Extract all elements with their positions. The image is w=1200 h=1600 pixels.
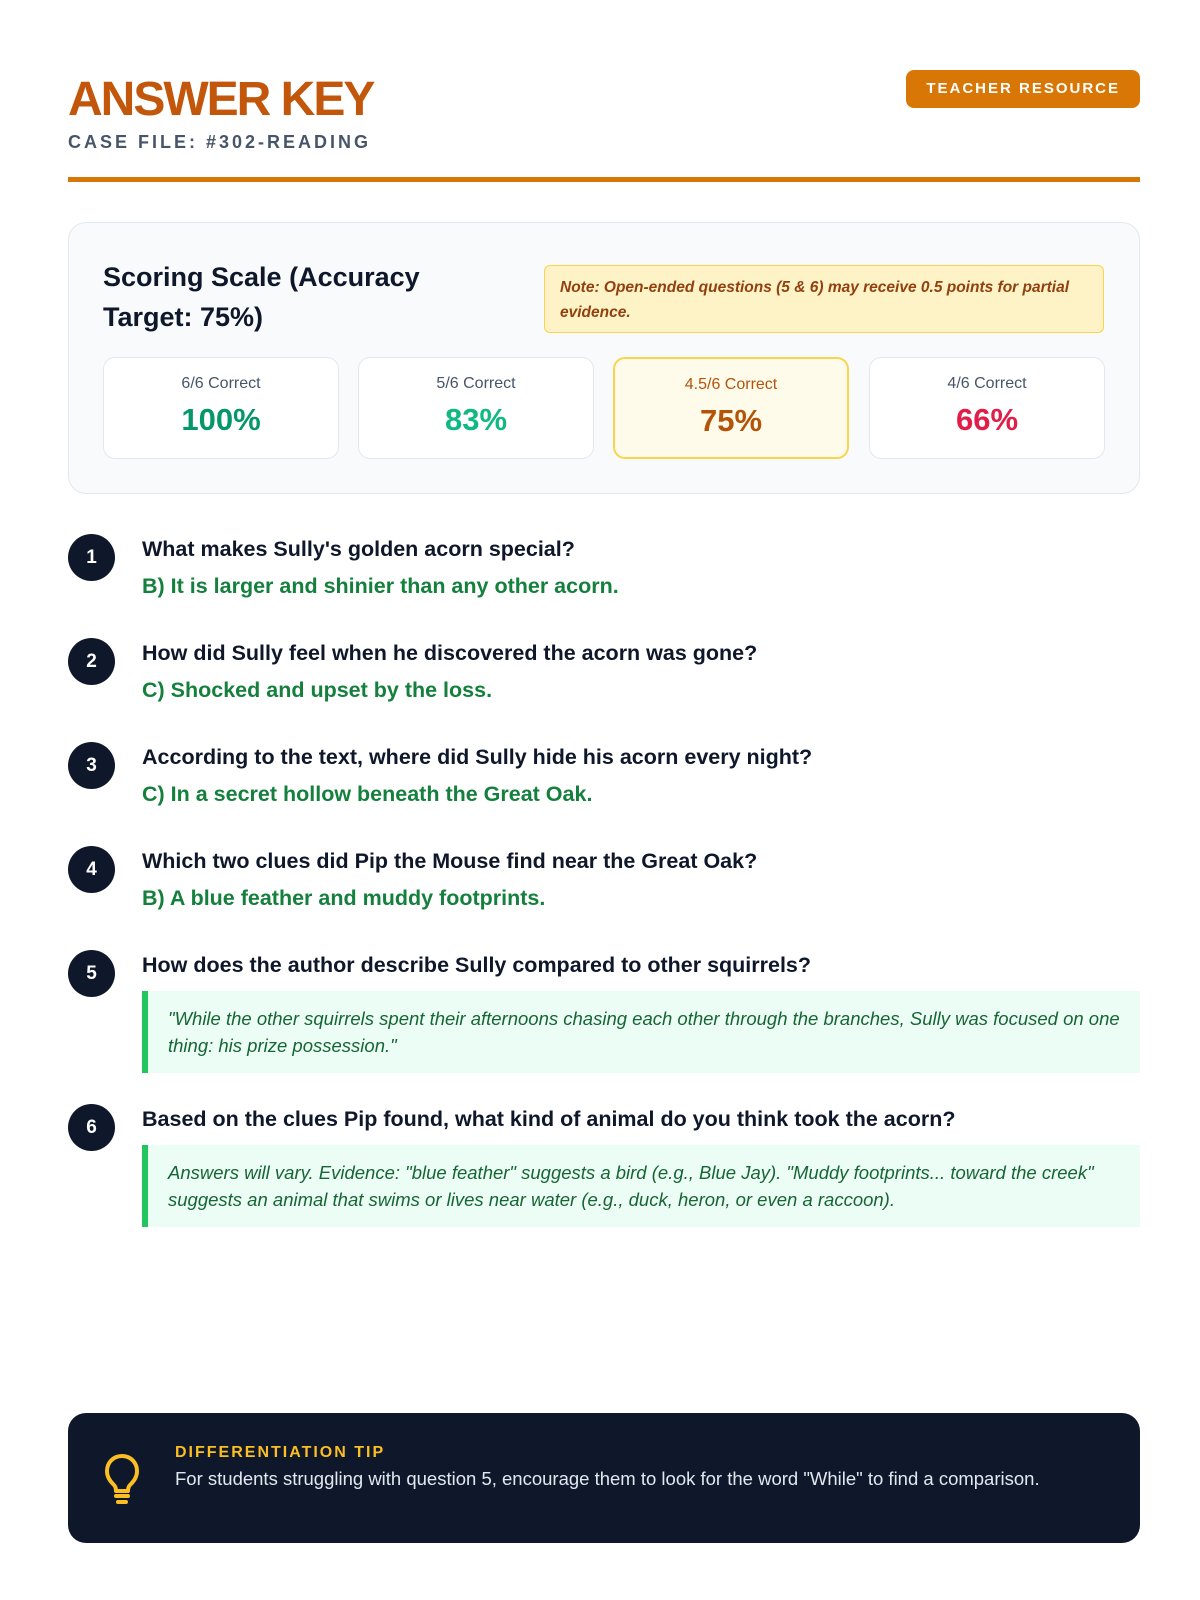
lightbulb-icon: [104, 1453, 140, 1505]
case-file-subtitle: CASE FILE: #302-READING: [68, 132, 372, 152]
evidence-quote: Answers will vary. Evidence: "blue feather" suggests a bird (e.g., Blue Jay). "Muddy footprints... toward the creek" suggests an animal that swims or lives near water (e.g., duck, heron, or even a raccoon).: [142, 1145, 1140, 1227]
page-title: ANSWER KEY: [68, 73, 374, 126]
scoring-title: Scoring Scale (Accuracy Target: 75%): [103, 262, 420, 332]
score-tile-target: [613, 357, 849, 459]
question-text: How did Sully feel when he discovered the acorn was gone?: [142, 641, 758, 665]
question-number: 3: [68, 742, 115, 789]
question-answer: B) It is larger and shinier than any other acorn.: [142, 574, 619, 598]
header: [68, 70, 1140, 182]
answer-key-page: [68, 0, 1140, 1600]
scoring-note: Note: Open-ended questions (5 & 6) may receive 0.5 points for partial evidence.: [544, 265, 1104, 333]
question-number: 4: [68, 846, 115, 893]
question-text: According to the text, where did Sully hide his acorn every night?: [142, 745, 813, 769]
question-number: 5: [68, 950, 115, 997]
tip-label: DIFFERENTIATION TIP: [175, 1444, 386, 1461]
score-tile-value: 83%: [444, 402, 508, 437]
score-tile: [358, 357, 594, 459]
teacher-resource-badge: TEACHER RESOURCE: [906, 70, 1140, 108]
evidence-quote: "While the other squirrels spent their afternoons chasing each other through the branches, Sully was focused on one thing: his prize possession.": [142, 991, 1140, 1073]
question-text: How does the author describe Sully compared to other squirrels?: [142, 953, 812, 977]
score-tile-label: 5/6 Correct: [436, 375, 516, 392]
question-number: 6: [68, 1104, 115, 1151]
question-number: 2: [68, 638, 115, 685]
score-tile-label: 4.5/6 Correct: [684, 376, 778, 393]
score-tile: [103, 357, 339, 459]
question-answer: B) A blue feather and muddy footprints.: [142, 886, 546, 910]
score-tiles: [103, 357, 1105, 459]
score-tile-label: 4/6 Correct: [947, 375, 1027, 392]
score-tile-value: 75%: [699, 403, 763, 438]
score-tile-value: 66%: [955, 402, 1019, 437]
score-tile-label: 6/6 Correct: [181, 375, 261, 392]
question-text: Which two clues did Pip the Mouse find near the Great Oak?: [142, 849, 758, 873]
differentiation-tip: [68, 1413, 1140, 1543]
question-answer: C) In a secret hollow beneath the Great Oak.: [142, 782, 593, 806]
question-text: Based on the clues Pip found, what kind of animal do you think took the acorn?: [142, 1107, 956, 1131]
question-answer: C) Shocked and upset by the loss.: [142, 678, 493, 702]
score-tile-value: 100%: [181, 402, 261, 437]
score-tile: [869, 357, 1105, 459]
question-number: 1: [68, 534, 115, 581]
tip-text: For students struggling with question 5, encourage them to look for the word "While" to find a comparison.: [175, 1468, 1040, 1489]
question-text: What makes Sully's golden acorn special?: [142, 537, 575, 561]
scoring-scale-card: [68, 222, 1140, 494]
